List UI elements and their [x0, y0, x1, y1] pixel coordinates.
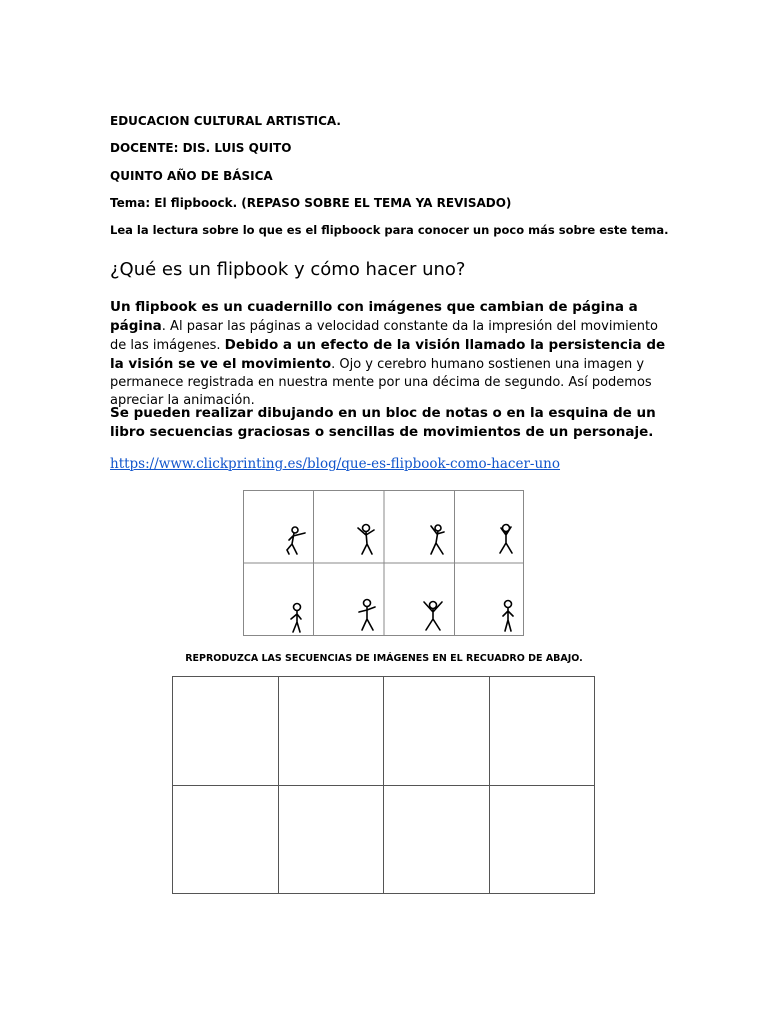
technique-paragraph: Se pueden realizar dibujando en un bloc de notas o en la esquina de un libro secuencias graciosas o sencillas de movimientos de un personaje.	[110, 405, 656, 440]
drawing-cell	[384, 786, 490, 895]
drawing-cell	[173, 786, 279, 895]
instruction-line: Lea la lectura sobre lo que es el flipboock para conocer un poco más sobre este tema.	[110, 223, 669, 237]
grade-line: QUINTO AÑO DE BÁSICA	[110, 169, 273, 183]
teacher-line: DOCENTE: DIS. LUIS QUITO	[110, 141, 292, 155]
definition-paragraph	[110, 298, 670, 410]
persistence-text: . Ojo y cerebro humano sostienen una imagen y permanece registrada en nuestra mente por una décima de segundo. Así podemos apreciar la animación.	[110, 357, 652, 408]
exercise-caption: REPRODUZCA LAS SECUENCIAS DE IMÁGENES EN EL RECUADRO DE ABAJO.	[185, 653, 583, 664]
subject-line: EDUCACION CULTURAL ARTISTICA.	[110, 114, 341, 128]
drawing-grid	[172, 676, 595, 894]
drawing-cell	[279, 786, 385, 895]
stick-figure-animation-frames-icon	[243, 490, 524, 636]
persistence-bold: Debido a un efecto de la visión llamado la persistencia de la visión se ve el movimiento	[110, 337, 666, 372]
drawing-cell	[490, 677, 596, 786]
article-title: ¿Qué es un flipbook y cómo hacer uno?	[110, 259, 466, 280]
definition-text: . Al pasar las páginas a velocidad constante da la impresión del movimiento de las imágenes.	[110, 319, 659, 353]
source-link[interactable]: https://www.clickprinting.es/blog/que-es-flipbook-como-hacer-uno	[110, 456, 561, 472]
drawing-cell	[173, 677, 279, 786]
definition-bold: Un flipbook es un cuadernillo con imágenes que cambian de página a página	[110, 299, 638, 334]
drawing-cell	[279, 677, 385, 786]
topic-line: Tema: El flipboock. (REPASO SOBRE EL TEMA YA REVISADO)	[110, 196, 512, 210]
drawing-cell	[384, 677, 490, 786]
drawing-cell	[490, 786, 596, 895]
